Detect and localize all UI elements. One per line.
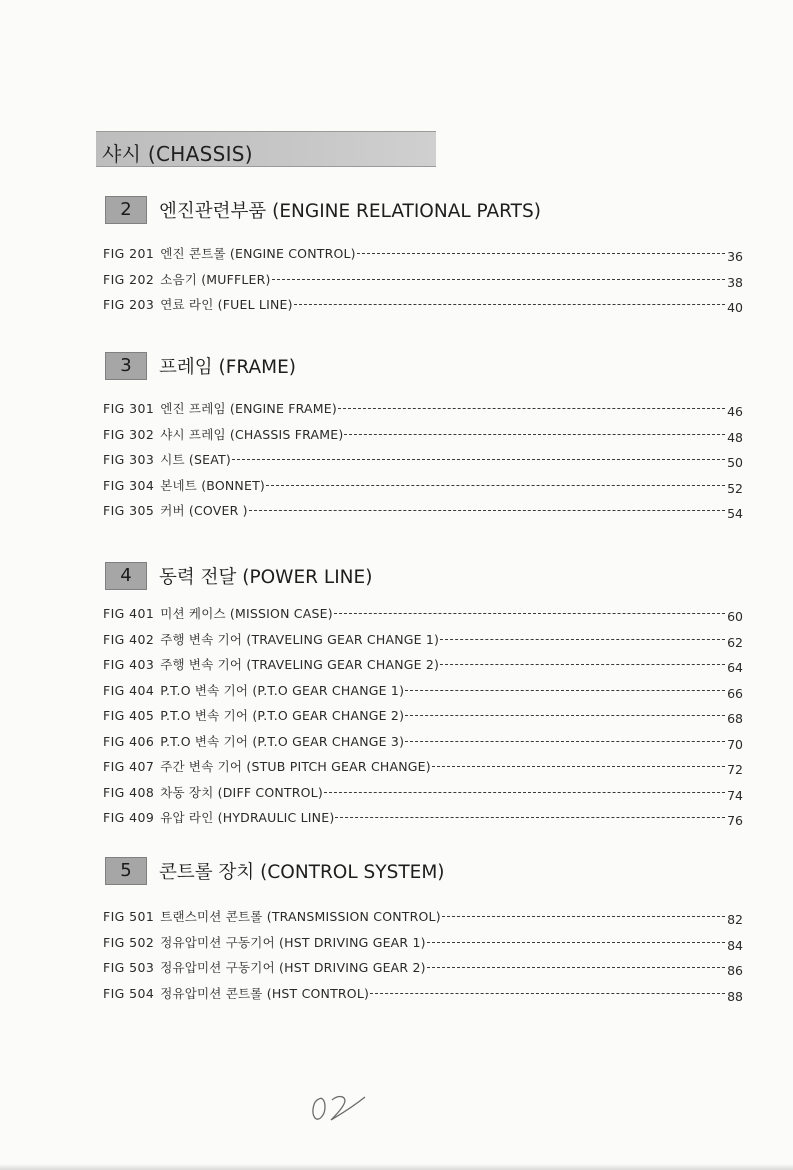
dot-leader: [442, 916, 725, 917]
dot-leader: [432, 766, 725, 767]
dot-leader: [335, 817, 725, 818]
dot-leader: [232, 459, 725, 460]
fig-code: FIG 408: [103, 784, 155, 800]
entry-label: 유압 라인 (HYDRAULIC LINE): [160, 810, 335, 825]
section-number: 4: [120, 565, 132, 586]
section-5: [103, 857, 743, 1004]
section-header: [103, 857, 743, 887]
entry-label: P.T.O 변속 기어 (P.T.O GEAR CHANGE 3): [160, 733, 405, 749]
section-title: 동력 전달 (POWER LINE): [159, 567, 373, 588]
fig-code: FIG 302: [103, 426, 155, 442]
section-number-box: [105, 196, 147, 224]
fig-code: FIG 502: [103, 934, 155, 950]
fig-code: FIG 407: [103, 759, 155, 774]
page-number: 54: [727, 506, 743, 521]
toc-entry[interactable]: [103, 425, 743, 451]
chapter-banner: [96, 131, 436, 167]
fig-code: FIG 501: [103, 909, 155, 924]
fig-code: FIG 303: [103, 452, 155, 467]
toc-entry[interactable]: [103, 732, 743, 758]
section-title: 프레임 (FRAME): [159, 357, 296, 378]
page-number: 88: [727, 988, 743, 1004]
entry-label: 소음기 (MUFFLER): [160, 271, 271, 287]
page-number: 36: [727, 249, 743, 264]
entry-label: 정유압미션 콘트롤 (HST CONTROL): [160, 985, 370, 1001]
entry-label: 주행 변속 기어 (TRAVELING GEAR CHANGE 2): [160, 657, 440, 672]
entry-list: [103, 244, 743, 321]
dot-leader: [294, 304, 725, 305]
page-number: 70: [727, 736, 743, 752]
page-number: 52: [727, 480, 743, 496]
toc-entry[interactable]: [103, 681, 743, 707]
entry-label: 시트 (SEAT): [160, 452, 231, 467]
fig-code: FIG 409: [103, 810, 155, 825]
dot-leader: [405, 741, 725, 742]
toc-entry[interactable]: [103, 706, 743, 732]
toc-entry[interactable]: [103, 295, 743, 321]
entry-label: 주행 변속 기어 (TRAVELING GEAR CHANGE 1): [160, 631, 440, 647]
page-number: 62: [727, 634, 743, 650]
dot-leader: [405, 690, 725, 691]
page-number: 72: [727, 762, 743, 777]
toc-entry[interactable]: [103, 244, 743, 270]
entry-list: [103, 399, 743, 527]
section-number: 2: [120, 199, 132, 220]
section-header: [103, 196, 743, 226]
dot-leader: [344, 434, 725, 435]
section-title: 콘트롤 장치 (CONTROL SYSTEM): [159, 862, 445, 883]
fig-code: FIG 405: [103, 708, 155, 723]
page-number: 68: [727, 711, 743, 726]
section-number-box: [105, 352, 147, 380]
toc-entry[interactable]: [103, 783, 743, 809]
page-number: 46: [727, 404, 743, 419]
dot-leader: [334, 613, 725, 614]
section-3: [103, 352, 743, 521]
dot-leader: [266, 485, 725, 486]
section-2: [103, 196, 743, 315]
dot-leader: [370, 993, 725, 994]
fig-code: FIG 504: [103, 985, 155, 1001]
entry-label: P.T.O 변속 기어 (P.T.O GEAR CHANGE 1): [160, 682, 405, 698]
dot-leader: [338, 408, 725, 409]
fig-code: FIG 503: [103, 960, 155, 975]
dot-leader: [324, 792, 725, 793]
toc-entry[interactable]: [103, 270, 743, 296]
page-number: 48: [727, 429, 743, 445]
toc-entry[interactable]: [103, 933, 743, 959]
entry-label: P.T.O 변속 기어 (P.T.O GEAR CHANGE 2): [160, 708, 405, 723]
fig-code: FIG 404: [103, 682, 155, 698]
section-number-box: [105, 857, 147, 885]
toc-entry[interactable]: [103, 476, 743, 502]
toc-entry[interactable]: [103, 907, 743, 933]
chapter-title: 샤시 (CHASSIS): [102, 142, 253, 166]
entry-label: 정유압미션 구동기어 (HST DRIVING GEAR 1): [160, 934, 426, 950]
toc-entry[interactable]: [103, 630, 743, 656]
page-number: 84: [727, 937, 743, 953]
toc-entry[interactable]: [103, 399, 743, 425]
toc-entry[interactable]: [103, 604, 743, 630]
fig-code: FIG 305: [103, 503, 155, 518]
toc-entry[interactable]: [103, 984, 743, 1010]
entry-list: [103, 907, 743, 1009]
entry-label: 엔진 콘트롤 (ENGINE CONTROL): [160, 246, 356, 261]
fig-code: FIG 406: [103, 733, 155, 749]
page-number: 60: [727, 609, 743, 624]
section-4: [103, 562, 743, 828]
section-header: [103, 562, 743, 592]
fig-code: FIG 203: [103, 297, 155, 312]
entry-label: 미션 케이스 (MISSION CASE): [160, 606, 333, 621]
fig-code: FIG 201: [103, 246, 155, 261]
entry-label: 연료 라인 (FUEL LINE): [160, 297, 293, 312]
entry-label: 엔진 프레임 (ENGINE FRAME): [160, 401, 337, 416]
scan-edge: [0, 1164, 793, 1170]
page-number: 86: [727, 963, 743, 978]
dot-leader: [272, 279, 725, 280]
entry-list: [103, 604, 743, 834]
toc-entry[interactable]: [103, 450, 743, 476]
fig-code: FIG 202: [103, 271, 155, 287]
page-number: 50: [727, 455, 743, 470]
section-number: 3: [120, 355, 132, 376]
fig-code: FIG 403: [103, 657, 155, 672]
page-number: 74: [727, 787, 743, 803]
section-number: 5: [120, 860, 132, 881]
toc-entry[interactable]: [103, 655, 743, 681]
page-number: 40: [727, 300, 743, 315]
fig-code: FIG 301: [103, 401, 155, 416]
page-number: 66: [727, 685, 743, 701]
page-number: 82: [727, 912, 743, 927]
handwritten-note: [305, 1085, 375, 1125]
entry-label: 본네트 (BONNET): [160, 477, 265, 493]
page-number: 38: [727, 274, 743, 290]
dot-leader: [440, 664, 725, 665]
section-header: [103, 352, 743, 382]
section-number-box: [105, 562, 147, 590]
page-number: 64: [727, 660, 743, 675]
dot-leader: [405, 715, 725, 716]
entry-label: 커버 (COVER ): [160, 503, 248, 518]
toc-entry[interactable]: [103, 808, 743, 834]
dot-leader: [427, 942, 725, 943]
dot-leader: [249, 510, 725, 511]
fig-code: FIG 304: [103, 477, 155, 493]
entry-label: 트랜스미션 콘트롤 (TRANSMISSION CONTROL): [160, 909, 441, 924]
page-number: 76: [727, 813, 743, 828]
toc-entry[interactable]: [103, 757, 743, 783]
entry-label: 정유압미션 구동기어 (HST DRIVING GEAR 2): [160, 960, 426, 975]
dot-leader: [427, 967, 725, 968]
fig-code: FIG 401: [103, 606, 155, 621]
entry-label: 샤시 프레임 (CHASSIS FRAME): [160, 426, 344, 442]
fig-code: FIG 402: [103, 631, 155, 647]
toc-entry[interactable]: [103, 958, 743, 984]
dot-leader: [357, 253, 725, 254]
section-title: 엔진관련부품 (ENGINE RELATIONAL PARTS): [159, 201, 541, 222]
dot-leader: [440, 639, 725, 640]
toc-entry[interactable]: [103, 501, 743, 527]
entry-label: 차동 장치 (DIFF CONTROL): [160, 784, 323, 800]
entry-label: 주간 변속 기어 (STUB PITCH GEAR CHANGE): [160, 759, 431, 774]
